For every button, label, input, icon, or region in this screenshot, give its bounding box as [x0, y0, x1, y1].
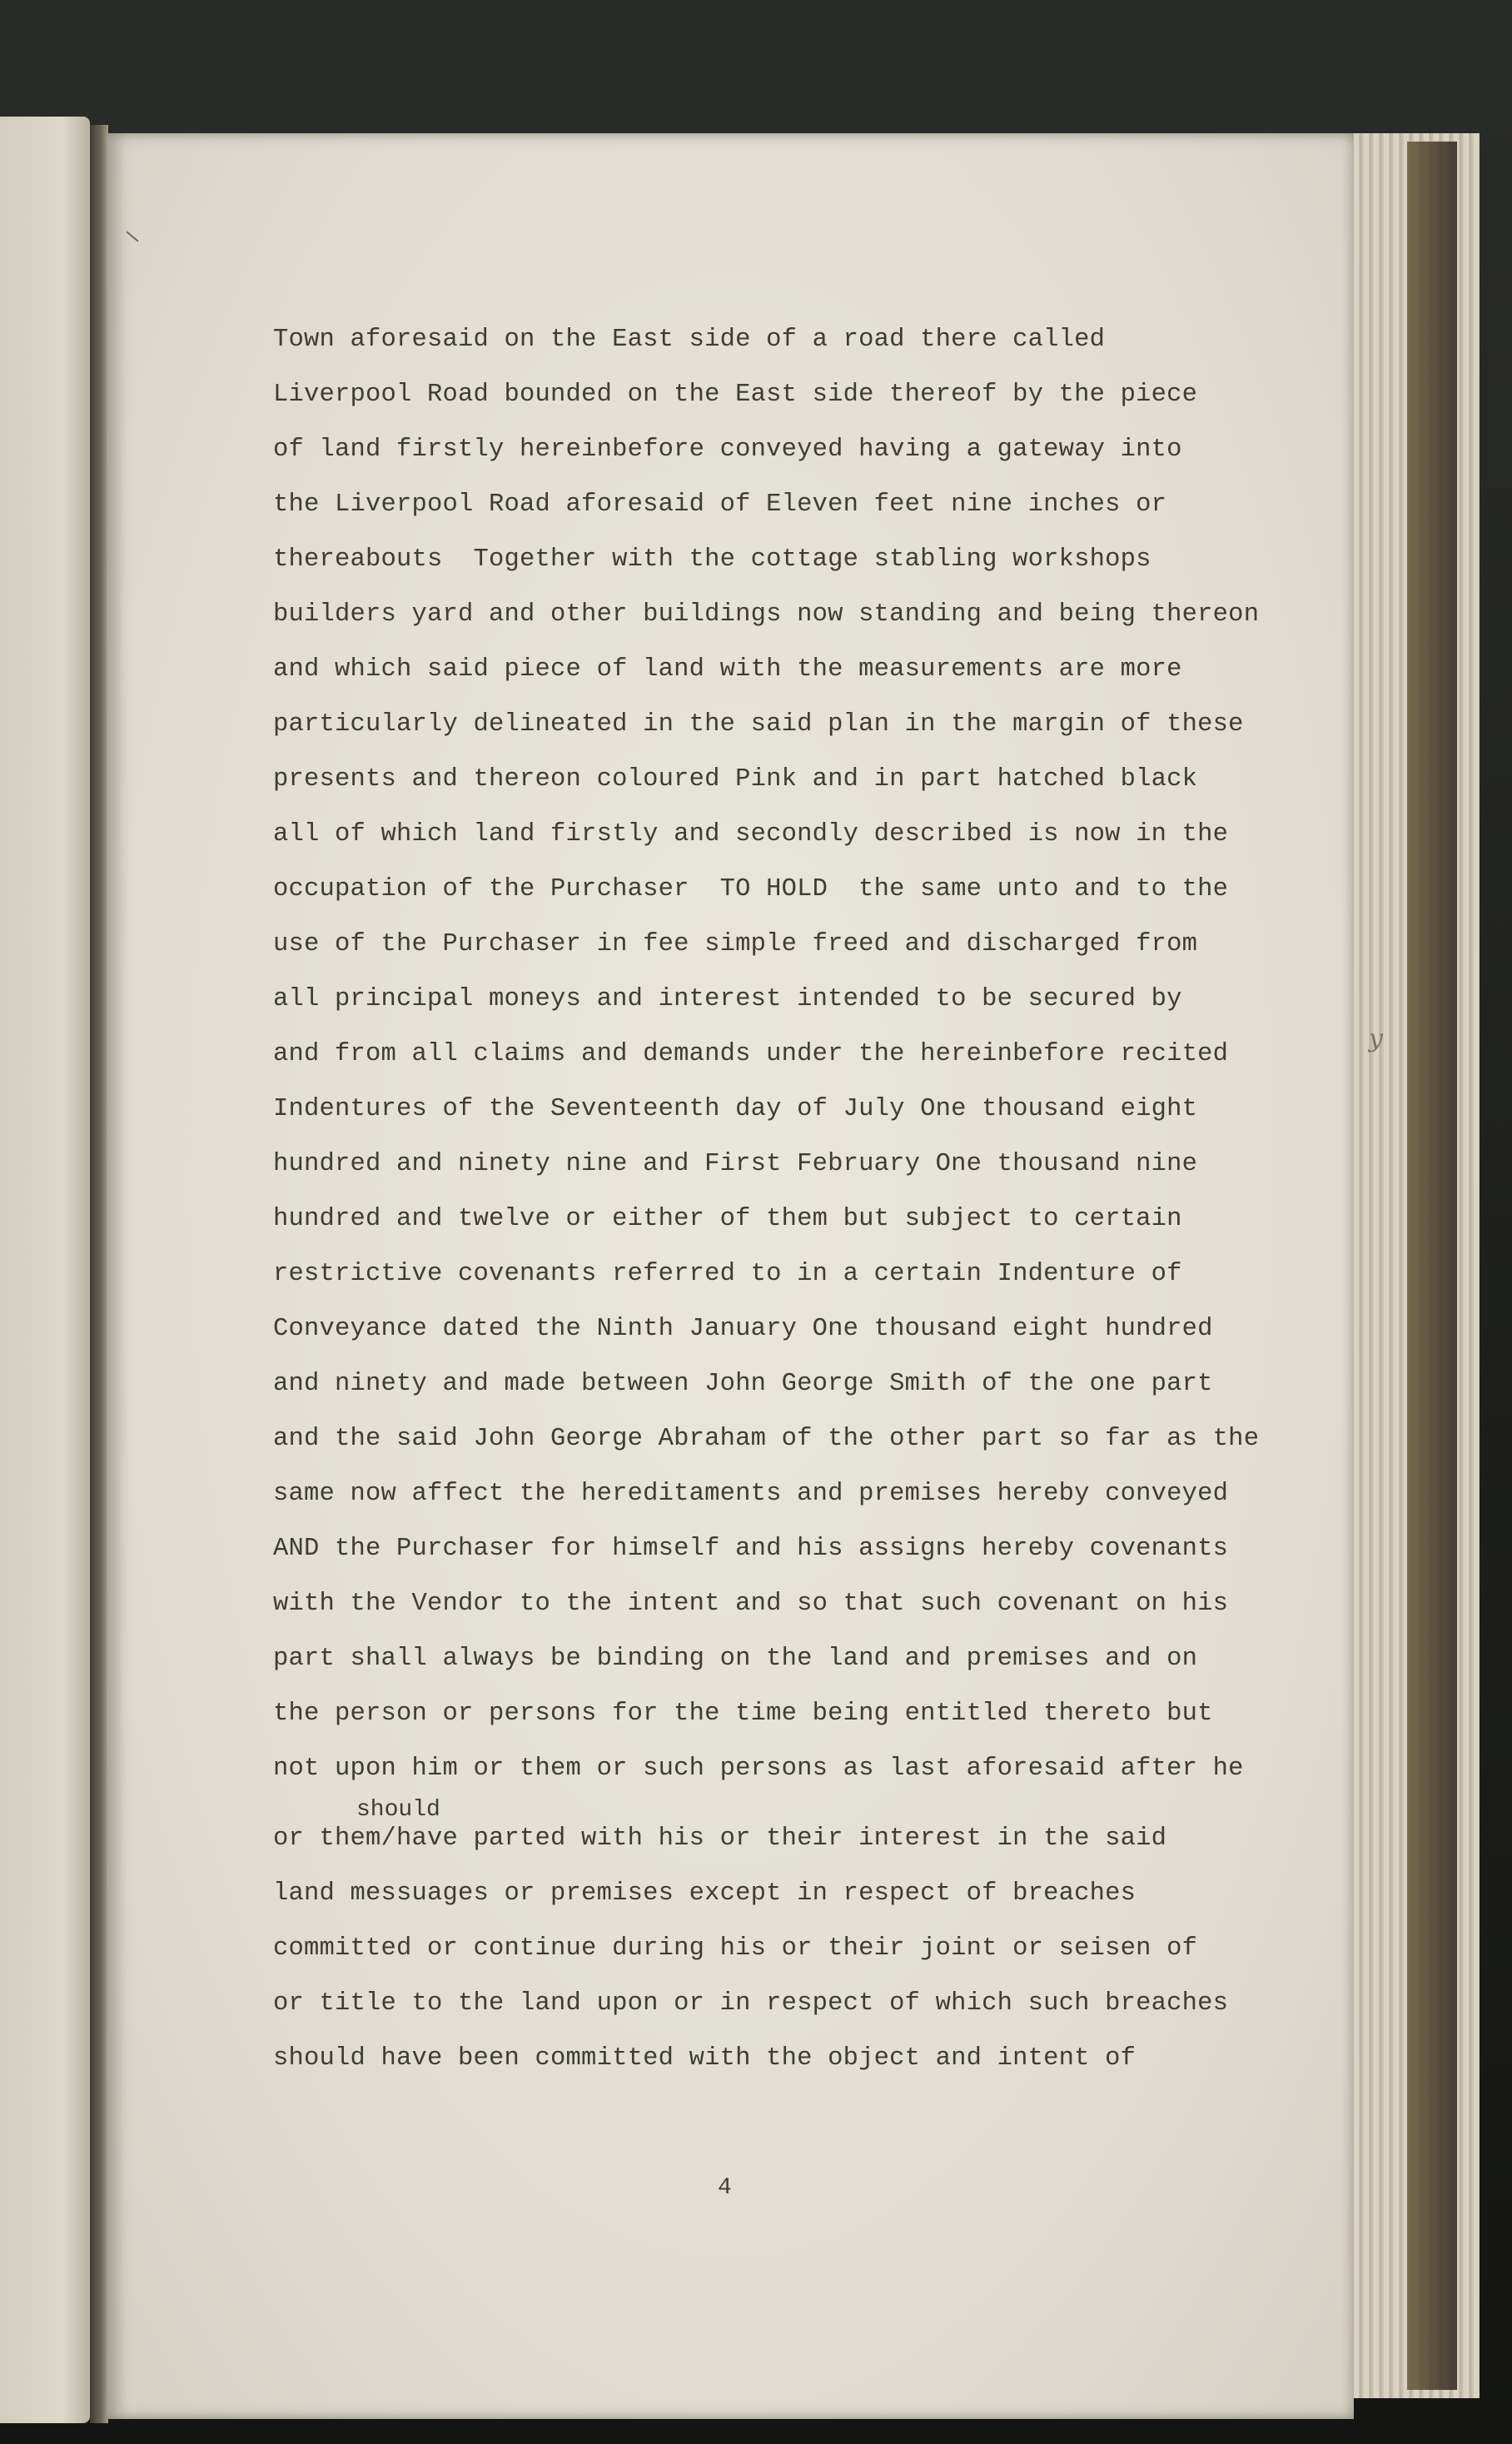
text-line: all principal moneys and interest intended to be secured by [273, 985, 1182, 1013]
text-line: Conveyance dated the Ninth January One thousand eight hundred [273, 1315, 1213, 1343]
text-line: committed or continue during his or their joint or seisen of [273, 1934, 1198, 1963]
text-line: or them/have parted with his or their interest in the said [273, 1824, 1167, 1853]
text-line: of land firstly hereinbefore conveyed having a gateway into [273, 436, 1182, 464]
text-line: restrictive covenants referred to in a certain Indenture of [273, 1260, 1182, 1288]
page-number: 4 [718, 2175, 732, 2201]
text-line: same now affect the hereditaments and premises hereby conveyed [273, 1480, 1229, 1508]
text-line: hundred and twelve or either of them but subject to certain [273, 1205, 1182, 1233]
margin-mark-y: y [1369, 1024, 1383, 1053]
page-stack-edge [1332, 133, 1480, 2398]
text-line: part shall always be binding on the land and premises and on [273, 1645, 1198, 1673]
text-line: AND the Purchaser for himself and his assigns hereby covenants [273, 1535, 1229, 1563]
text-line: the Liverpool Road aforesaid of Eleven feet nine inches or [273, 490, 1167, 519]
text-line: should have been committed with the object and intent of [273, 2044, 1136, 2073]
text-line: and the said John George Abraham of the other part so far as the [273, 1425, 1260, 1453]
text-line: Liverpool Road bounded on the East side thereof by the piece [273, 381, 1198, 409]
text-line: all of which land firstly and secondly described is now in the [273, 820, 1229, 849]
text-line: the person or persons for the time being entitled thereto but [273, 1700, 1213, 1728]
text-line: hundred and ninety nine and First February One thousand nine [273, 1150, 1198, 1178]
text-line: Indentures of the Seventeenth day of July One thousand eight [273, 1095, 1198, 1123]
text-line: not upon him or them or such persons as last aforesaid after he [273, 1755, 1244, 1783]
text-line: land messuages or premises except in respect of breaches [273, 1879, 1136, 1908]
text-line: Town aforesaid on the East side of a road there called [273, 326, 1106, 354]
facing-left-page [0, 117, 90, 2423]
text-line: thereabouts Together with the cottage stabling workshops [273, 545, 1151, 574]
text-line: and which said piece of land with the measurements are more [273, 655, 1182, 684]
text-line: and from all claims and demands under the hereinbefore recited [273, 1040, 1229, 1068]
interlinear-insertion: should [356, 1797, 440, 1823]
text-line: particularly delineated in the said plan in the margin of these [273, 710, 1244, 739]
torn-page-edge [1407, 142, 1457, 2390]
book-gutter [90, 125, 108, 2423]
text-line: or title to the land upon or in respect of which such breaches [273, 1989, 1229, 2018]
text-line: presents and thereon coloured Pink and in part hatched black [273, 765, 1198, 794]
text-line: use of the Purchaser in fee simple freed and discharged from [273, 930, 1198, 958]
text-line: and ninety and made between John George Smith of the one part [273, 1370, 1213, 1398]
text-line: with the Vendor to the intent and so that such covenant on his [273, 1590, 1229, 1618]
text-line: occupation of the Purchaser TO HOLD the same unto and to the [273, 875, 1229, 903]
text-line: builders yard and other buildings now standing and being thereon [273, 600, 1260, 629]
